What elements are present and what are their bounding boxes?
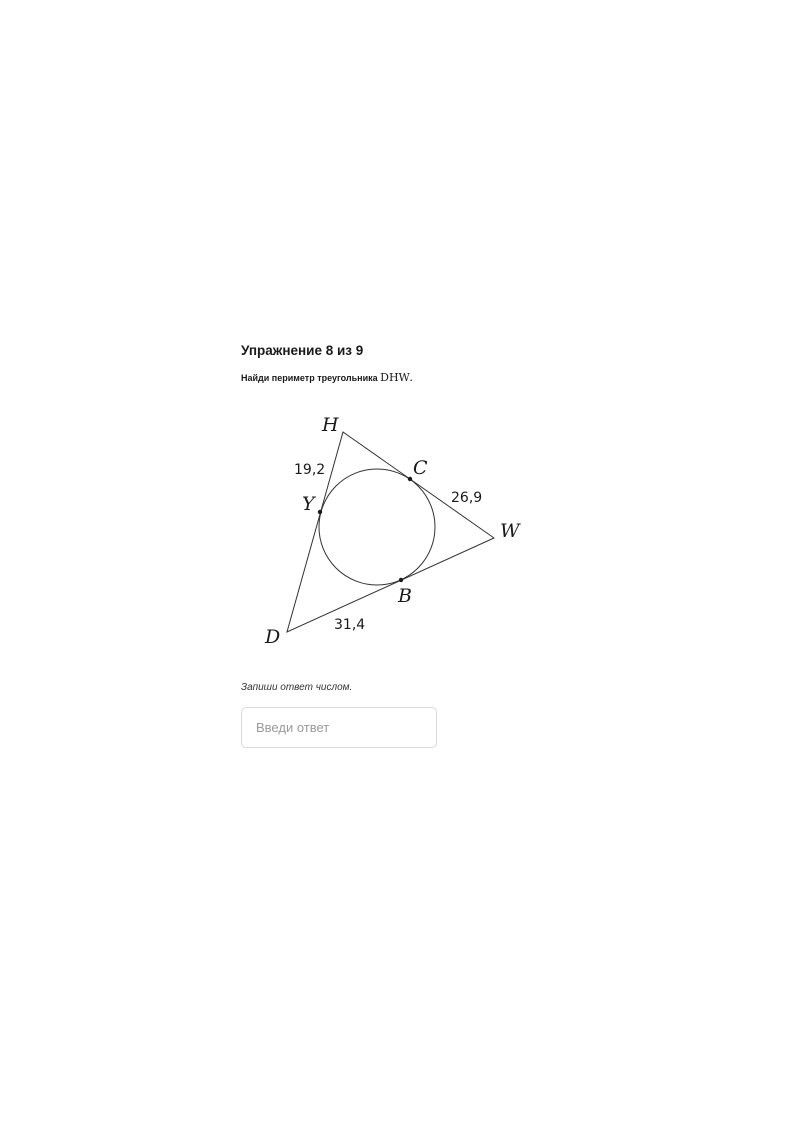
label-h: H: [322, 414, 339, 436]
triangle-diagram: [262, 410, 528, 650]
tangent-point-c: [408, 477, 412, 481]
label-w: W: [500, 520, 520, 542]
task-end: .: [409, 373, 413, 383]
label-c: C: [413, 457, 428, 479]
label-d: D: [265, 626, 281, 648]
answer-input[interactable]: [241, 707, 437, 748]
length-db: 31,4: [334, 617, 366, 633]
length-cw: 26,9: [451, 490, 483, 506]
label-b: B: [398, 585, 412, 607]
label-y: Y: [302, 493, 315, 515]
task-math: DHW: [380, 371, 410, 384]
triangle-figure: [262, 410, 528, 650]
answer-hint: Запиши ответ числом.: [241, 682, 353, 693]
tangent-point-y: [318, 510, 322, 514]
exercise-title: Упражнение 8 из 9: [241, 343, 364, 358]
task-text: Найди периметр треугольника: [241, 373, 381, 383]
tangent-point-b: [399, 578, 403, 582]
inscribed-circle: [319, 469, 435, 585]
task-statement: [241, 371, 561, 385]
exercise-block: [241, 342, 561, 385]
length-hy: 19,2: [294, 462, 326, 478]
